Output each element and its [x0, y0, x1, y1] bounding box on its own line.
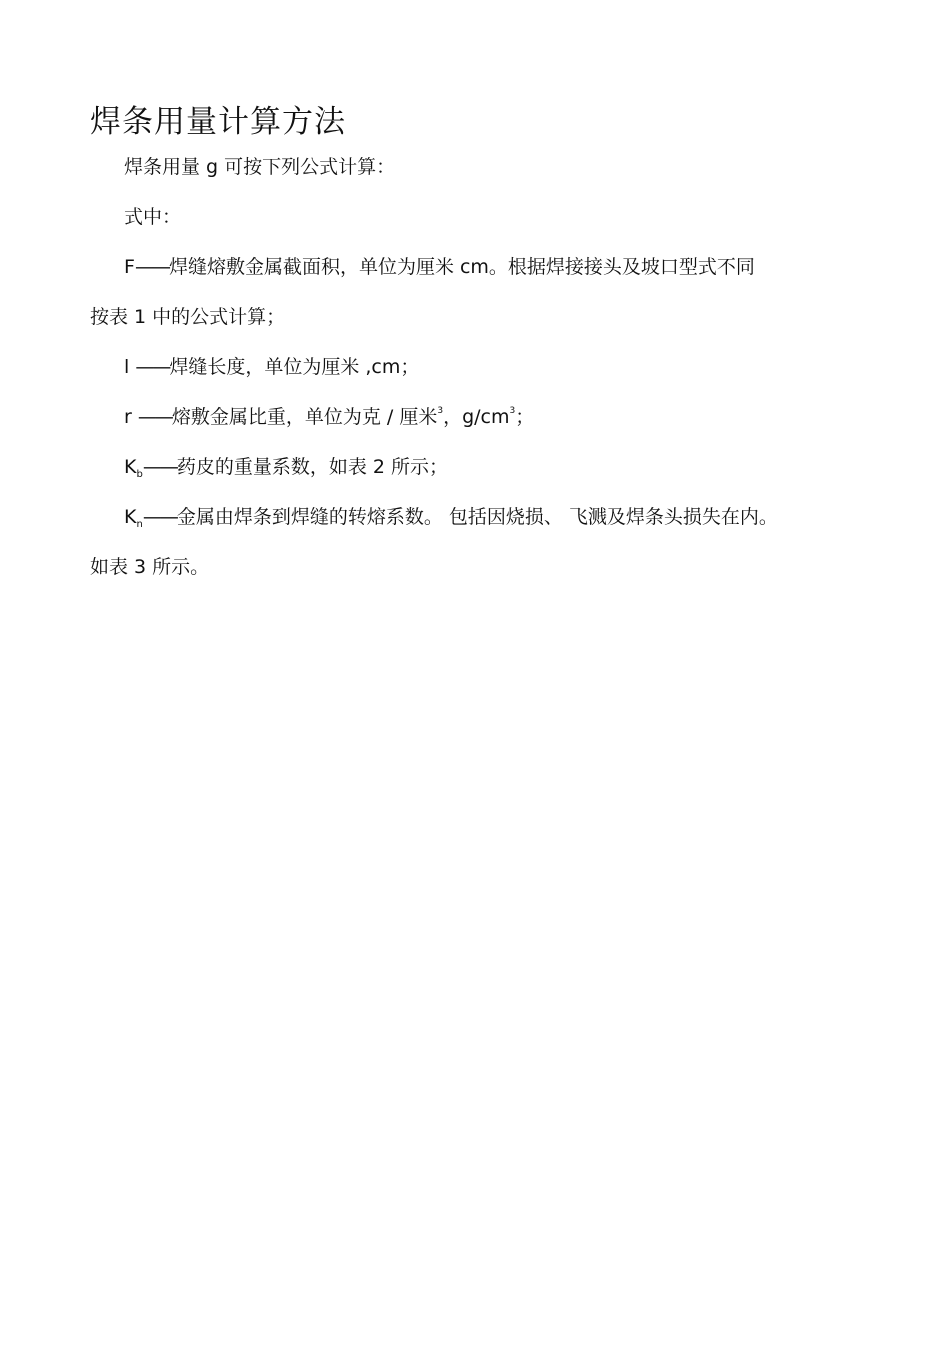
definition-r-text-b: ，g/cm	[443, 406, 510, 428]
em-dash: ——	[134, 256, 169, 278]
subscript-n: n	[136, 519, 143, 530]
subscript-b: b	[136, 469, 143, 480]
definition-l	[124, 358, 419, 377]
page-title: 焊条用量计算方法	[90, 104, 346, 140]
definition-kn-continuation: 如表 3 所示。	[90, 556, 210, 578]
definition-kn	[124, 506, 778, 530]
superscript-3: 3	[509, 406, 516, 416]
definition-kn-text: 金属由焊条到焊缝的转熔系数。 包括因烧损、 飞溅及焊条头损失在内。	[176, 506, 778, 528]
intro-paragraph: 焊条用量 g 可按下列公式计算：	[124, 156, 396, 178]
symbol-k: K	[124, 506, 137, 528]
em-dash: ——	[142, 506, 177, 528]
definition-l-text: 焊缝长度，单位为厘米 ,cm；	[169, 356, 420, 378]
where-label: 式中：	[124, 206, 182, 228]
definition-kb	[124, 456, 448, 480]
em-dash: ——	[142, 456, 177, 478]
symbol-f: F	[124, 256, 135, 278]
symbol-r: r	[124, 406, 132, 428]
definition-r-text-a: 熔敷金属比重，单位为克 / 厘米	[171, 406, 438, 428]
definition-r-text-c: ；	[515, 406, 535, 428]
symbol-k: K	[124, 456, 137, 478]
em-dash: ——	[137, 406, 172, 428]
definition-f-text: 焊缝熔敷金属截面积，单位为厘米 cm。根据焊接接头及坡口型式不同	[168, 256, 755, 278]
symbol-l: l	[124, 356, 130, 378]
definition-f-continuation: 按表 1 中的公式计算；	[90, 306, 286, 328]
em-dash: ——	[135, 356, 170, 378]
definition-r	[124, 408, 534, 427]
definition-f	[124, 258, 755, 277]
superscript-3: 3	[437, 406, 444, 416]
definition-kb-text: 药皮的重量系数，如表 2 所示；	[176, 456, 448, 478]
